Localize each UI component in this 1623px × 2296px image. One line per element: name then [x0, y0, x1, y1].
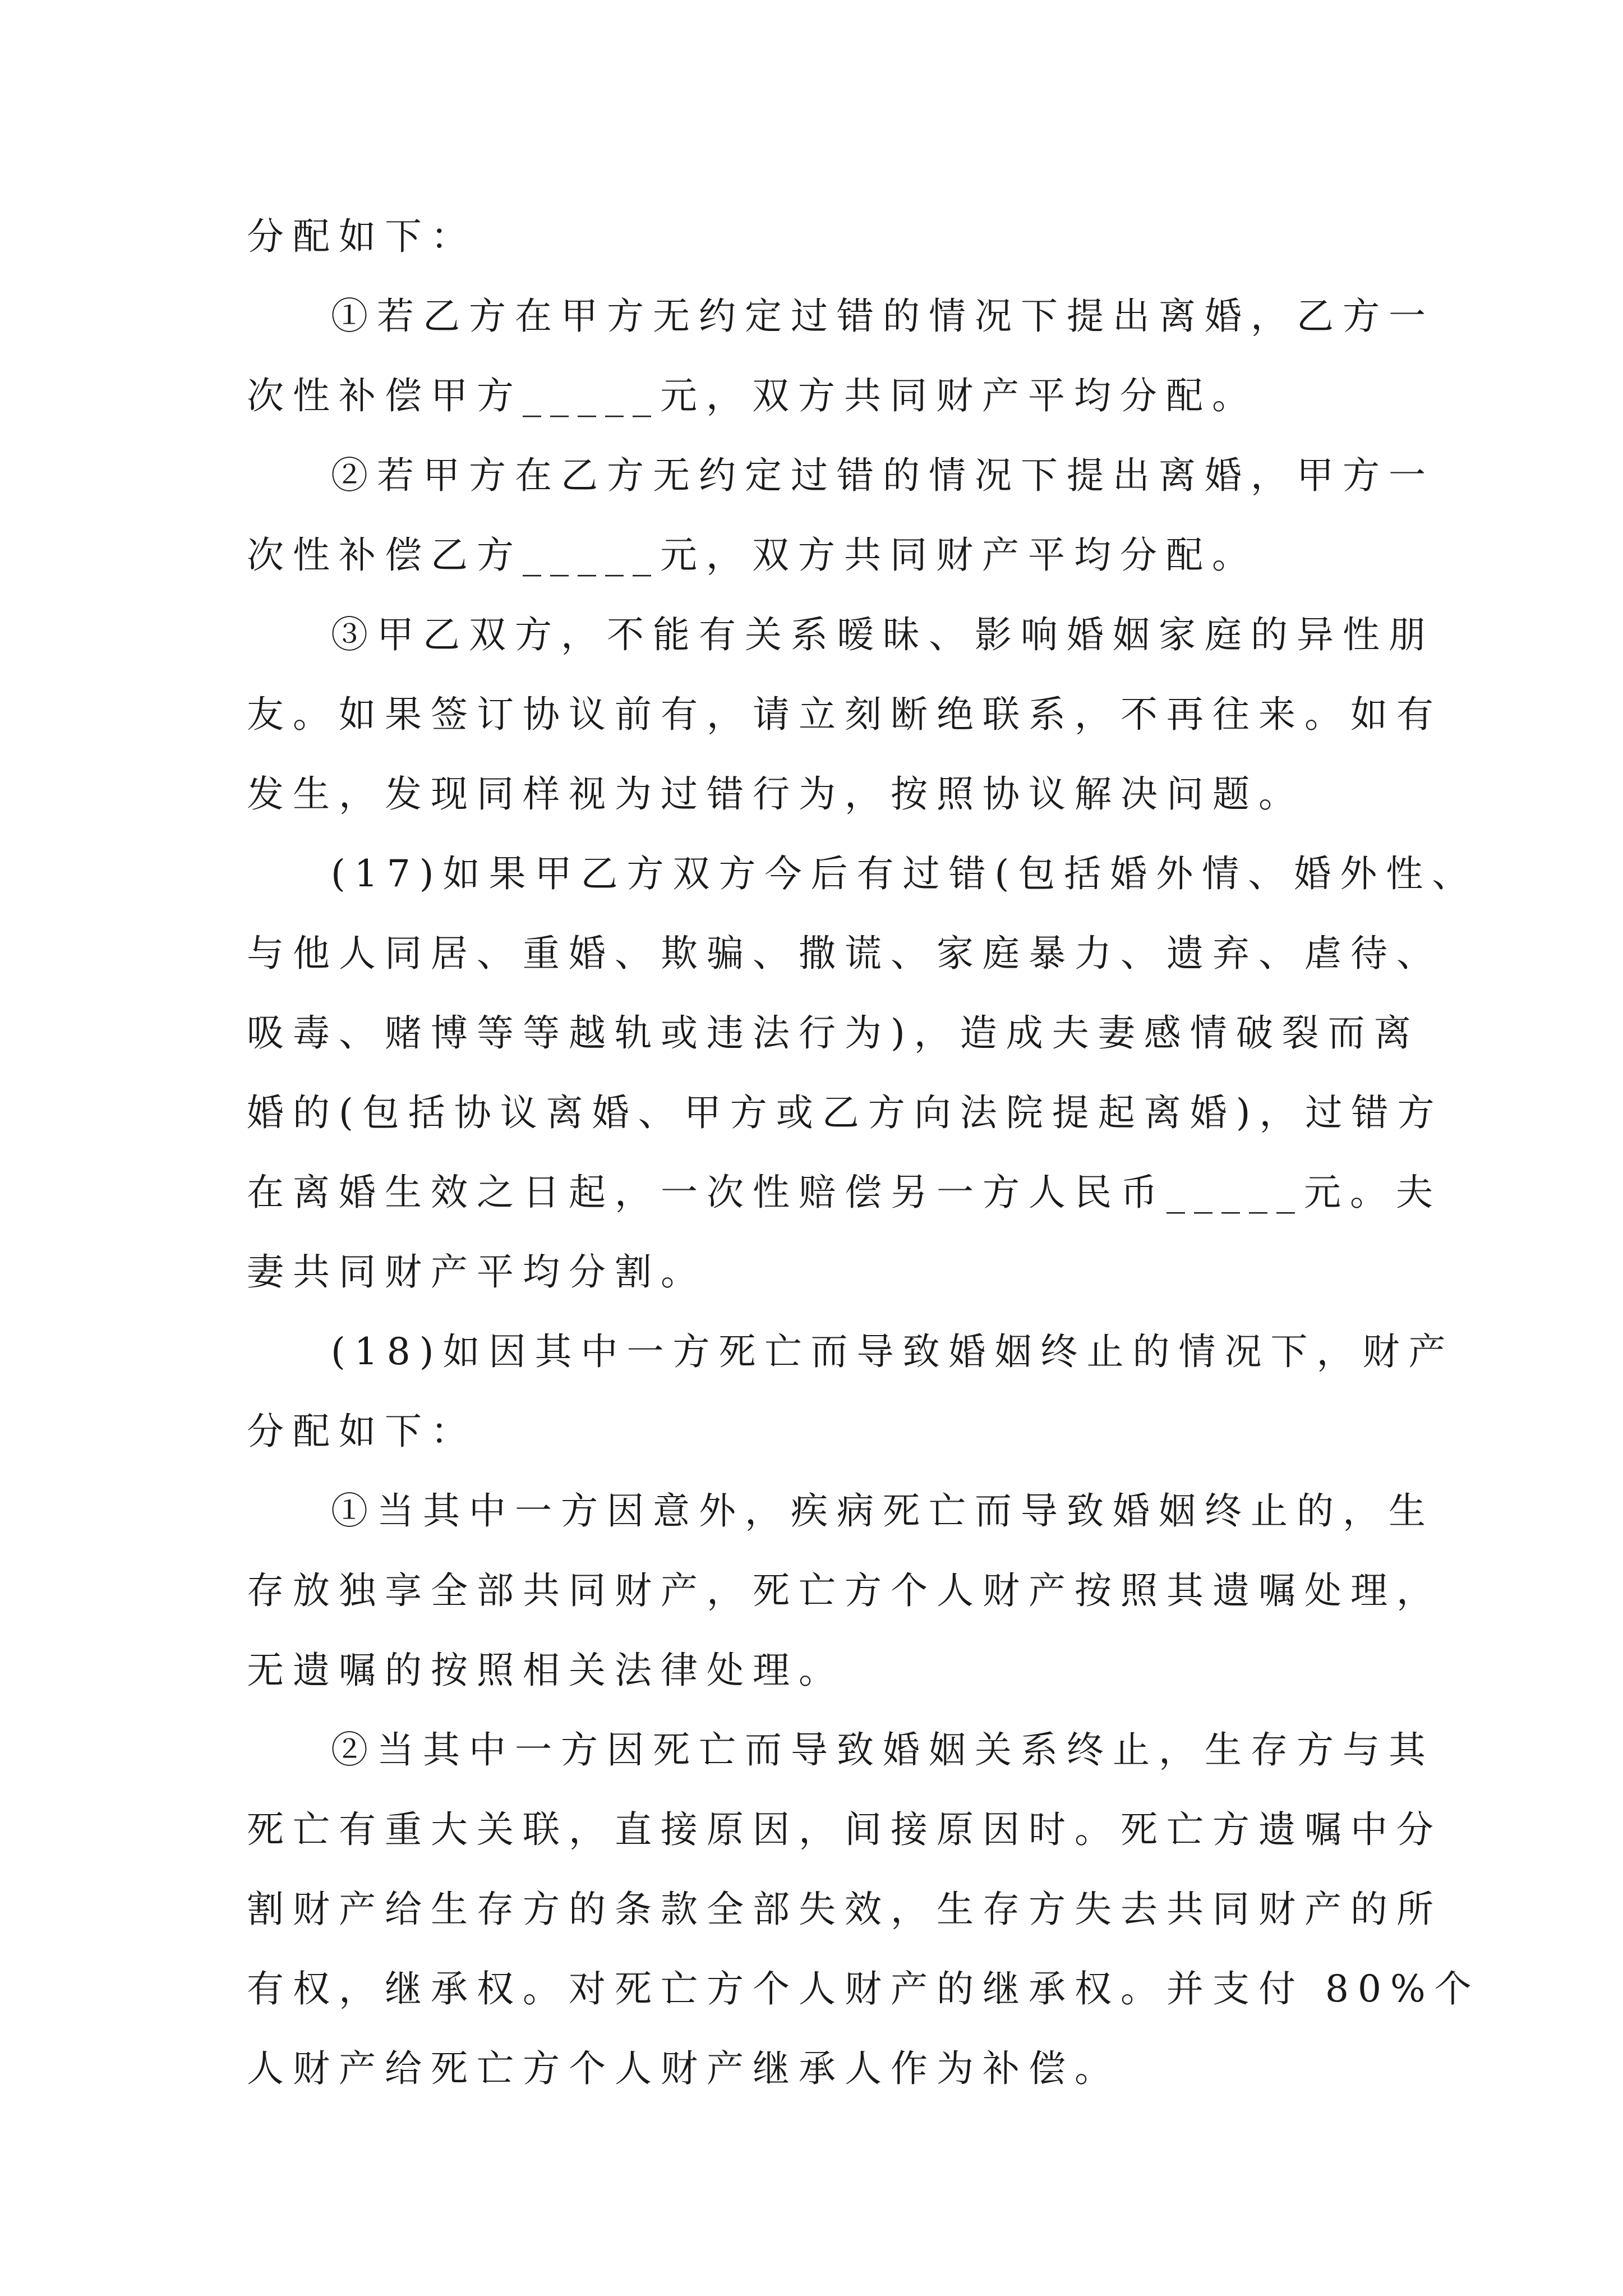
text-line: 吸毒、赌博等等越轨或违法行为)，造成夫妻感情破裂而离 [247, 1011, 1420, 1055]
text-line: 次性补偿甲方_____元，双方共同财产平均分配。 [247, 374, 1258, 417]
text-line: ③甲乙双方，不能有关系暧昧、影响婚姻家庭的异性朋 [331, 613, 1435, 656]
text-line: 割财产给生存方的条款全部失效，生存方失去共同财产的所 [247, 1888, 1442, 1931]
text-line: 存放独享全部共同财产，死亡方个人财产按照其遗嘱处理， [247, 1569, 1442, 1612]
text-line: 死亡有重大关联，直接原因，间接原因时。死亡方遗嘱中分 [247, 1808, 1442, 1851]
text-line: (18)如因其中一方死亡而导致婚姻终止的情况下，财产 [331, 1330, 1455, 1373]
text-line: 人财产给死亡方个人财产继承人作为补偿。 [247, 2047, 1121, 2090]
text-line: 与他人同居、重婚、欺骗、撒谎、家庭暴力、遗弃、虐待、 [247, 932, 1442, 975]
text-line: 妻共同财产平均分割。 [247, 1250, 707, 1294]
text-line: ②若甲方在乙方无约定过错的情况下提出离婚，甲方一 [331, 454, 1435, 497]
text-line: 在离婚生效之日起，一次性赔偿另一方人民币_____元。夫 [247, 1171, 1442, 1214]
text-line: 婚的(包括协议离婚、甲方或乙方向法院提起离婚)，过错方 [247, 1091, 1444, 1134]
text-line: 友。如果签订协议前有，请立刻断绝联系，不再往来。如有 [247, 693, 1442, 736]
text-line: 分配如下： [247, 1410, 477, 1453]
text-line: ①若乙方在甲方无约定过错的情况下提出离婚，乙方一 [331, 295, 1435, 338]
text-line: ②当其中一方因死亡而导致婚姻关系终止，生存方与其 [331, 1728, 1435, 1772]
text-line: 次性补偿乙方_____元，双方共同财产平均分配。 [247, 533, 1258, 577]
text-line: 发生，发现同样视为过错行为，按照协议解决问题。 [247, 772, 1304, 816]
text-line: ①当其中一方因意外，疾病死亡而导致婚姻终止的，生 [331, 1489, 1435, 1533]
text-line: 无遗嘱的按照相关法律处理。 [247, 1649, 845, 1692]
text-line: (17)如果甲乙方双方今后有过错(包括婚外情、婚外性、 [331, 852, 1478, 895]
text-line: 分配如下： [247, 215, 477, 258]
text-line: 有权，继承权。对死亡方个人财产的继承权。并支付 80%个 [247, 1967, 1481, 2010]
